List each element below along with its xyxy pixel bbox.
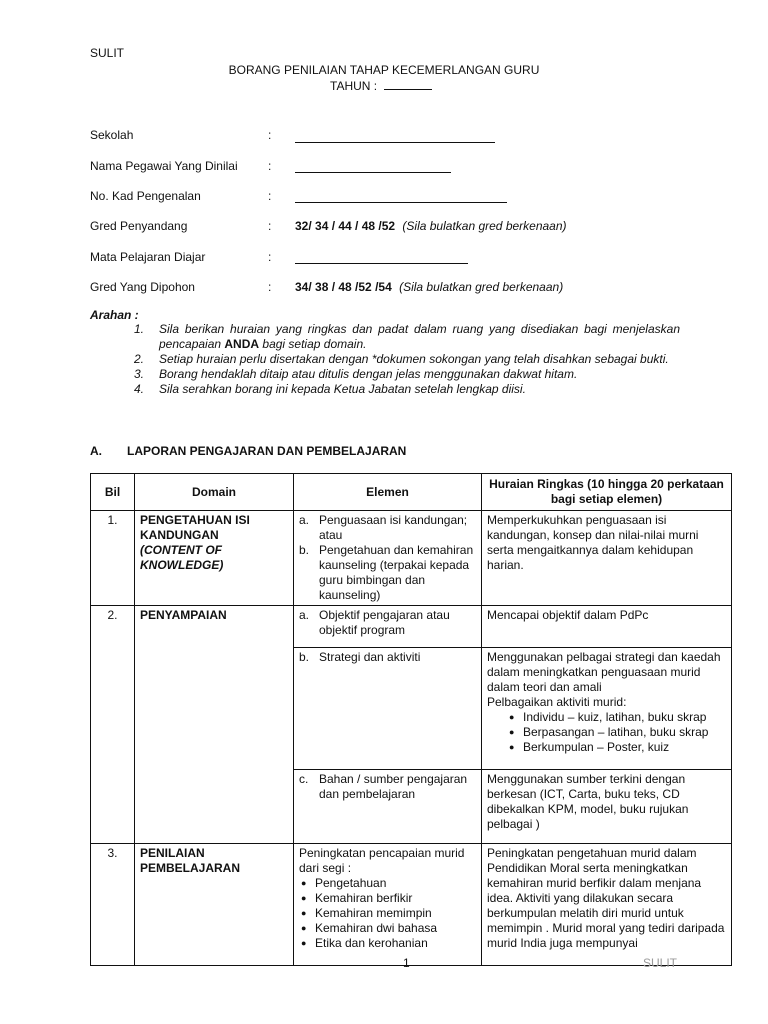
domain-subtitle: (CONTENT OF KNOWLEDGE) (140, 543, 224, 572)
criteria-list (299, 876, 476, 951)
instructions-heading: Arahan : (90, 308, 139, 322)
gred-penyandang-note: (Sila bulatkan gred berkenaan) (402, 219, 567, 233)
list-item: ● Etika dan kerohanian (315, 936, 476, 951)
instruction-item (90, 352, 680, 367)
row-elemen (294, 606, 482, 648)
header-bil: Bil (91, 474, 135, 511)
instructions (90, 308, 680, 397)
field-label-mata-pelajaran: Mata Pelajaran Diajar (90, 250, 206, 264)
instruction-text: Borang hendaklah ditaip atau ditulis dengan jelas menggunakan dakwat hitam. (159, 367, 578, 381)
table-header-row (91, 474, 732, 511)
row-bil: 3. (91, 844, 135, 966)
section-title: LAPORAN PENGAJARAN DAN PEMBELAJARAN (127, 444, 407, 458)
kad-blank[interactable] (295, 188, 507, 203)
element-item: b. Strategi dan aktiviti (299, 650, 421, 664)
field-label-gred-penyandang: Gred Penyandang (90, 219, 188, 233)
table-row (91, 511, 732, 606)
row-bil: 1. (91, 511, 135, 606)
sekolah-blank[interactable] (295, 128, 495, 143)
row-huraian[interactable]: Memperkukuhkan penguasaan isi kandungan, konsep dan nilai-nilai murni serta mengaitkannya dalam kehidupan harian. (482, 511, 732, 606)
footer-sulit: SULIT (643, 956, 678, 970)
header-sulit: SULIT (90, 46, 125, 60)
element-item: a. Penguasaan isi kandungan; atau (299, 513, 468, 542)
header-huraian: Huraian Ringkas (10 hingga 20 perkataan bagi setiap elemen) (482, 474, 732, 511)
instruction-item (90, 367, 680, 382)
domain-title: PENGETAHUAN ISI KANDUNGAN (140, 513, 250, 542)
field-label-nama: Nama Pegawai Yang Dinilai (90, 159, 238, 173)
field-colon: : (268, 189, 272, 203)
row-bil: 2. (91, 606, 135, 844)
row-elemen (294, 511, 482, 606)
instruction-number: 1. (133, 322, 144, 336)
row-domain (135, 511, 294, 606)
instruction-text: Sila berikan huraian yang ringkas dan padat dalam ruang yang disediakan bagi menjelaskan pencapaian ANDA bagi setiap domain. (159, 322, 680, 351)
list-item: ● Kemahiran berfikir (315, 891, 476, 906)
instruction-text: Sila serahkan borang ini kepada Ketua Jabatan setelah lengkap diisi. (159, 382, 526, 396)
field-label-sekolah: Sekolah (90, 128, 134, 142)
list-item: ● Berkumpulan – Poster, kuiz (523, 740, 726, 755)
year-blank[interactable] (384, 89, 432, 90)
field-label-kad: No. Kad Pengenalan (90, 189, 201, 203)
year-line (330, 79, 432, 93)
field-colon: : (268, 280, 272, 294)
gred-penyandang-line (295, 219, 567, 233)
field-colon: : (268, 219, 272, 233)
header-domain: Domain (135, 474, 294, 511)
nama-blank[interactable] (295, 158, 451, 173)
instruction-emphasis: ANDA (224, 337, 260, 351)
instruction-number: 4. (133, 382, 144, 396)
laporan-table (90, 473, 732, 966)
activity-list (487, 710, 726, 755)
mata-pelajaran-blank[interactable] (295, 249, 468, 264)
table-row (91, 844, 732, 966)
instruction-item (90, 322, 680, 352)
element-item: b. Pengetahuan dan kemahiran kaunseling (terpakai kepada guru bimbingan dan kaunseling) (299, 543, 474, 602)
list-item: ● Berpasangan – latihan, buku skrap (523, 725, 726, 740)
field-colon: : (268, 250, 272, 264)
field-label-gred-dipohon: Gred Yang Dipohon (90, 280, 195, 294)
list-item: ● Kemahiran memimpin (315, 906, 476, 921)
element-item: a. Objektif pengajaran atau objektif program (299, 608, 450, 637)
list-item: ● Pengetahuan (315, 876, 476, 891)
gred-penyandang-options[interactable]: 32/ 34 / 44 / 48 /52 (295, 219, 396, 233)
form-title: BORANG PENILAIAN TAHAP KECEMERLANGAN GURU (228, 63, 540, 77)
row-elemen (294, 648, 482, 770)
row-elemen: Peningkatan pencapaian murid dari segi : ● Pengetahuan ● Kemahiran berfikir ● Kemahiran memimpin ● Kemahiran dwi bahasa ● Etika dan kerohanian (294, 844, 482, 966)
instruction-item (90, 382, 680, 397)
list-item: ● Individu – kuiz, latihan, buku skrap (523, 710, 726, 725)
instruction-number: 2. (133, 352, 144, 366)
row-domain: PENILAIAN PEMBELAJARAN (135, 844, 294, 966)
table-row (91, 606, 732, 648)
gred-dipohon-options[interactable]: 34/ 38 / 48 /52 /54 (295, 280, 392, 294)
field-colon: : (268, 128, 272, 142)
row-huraian[interactable]: Mencapai objektif dalam PdPc (482, 606, 732, 648)
instruction-text: Setiap huraian perlu disertakan dengan *dokumen sokongan yang telah disahkan sebagai bukti. (159, 352, 669, 366)
row-huraian[interactable]: Menggunakan pelbagai strategi dan kaedah dalam meningkatkan penguasaan murid dalam teori dan amali Pelbagaikan aktiviti murid: ● Individu – kuiz, latihan, buku skrap ● Berpasangan – latihan, buku skrap ● Berkumpulan – Poster, kuiz (482, 648, 732, 770)
element-item: c. Bahan / sumber pengajaran dan pembelajaran (299, 772, 468, 801)
row-huraian[interactable]: Menggunakan sumber terkini dengan berkesan (ICT, Carta, buku teks, CD dibekalkan KPM, model, buku rujukan pelbagai ) (482, 770, 732, 844)
row-domain: PENYAMPAIAN (135, 606, 294, 844)
header-elemen: Elemen (294, 474, 482, 511)
year-label: TAHUN : (330, 79, 378, 93)
gred-dipohon-note: (Sila bulatkan gred berkenaan) (399, 280, 564, 294)
section-letter: A. (90, 444, 102, 458)
page-number: 1 (403, 956, 410, 970)
list-item: ● Kemahiran dwi bahasa (315, 921, 476, 936)
field-colon: : (268, 159, 272, 173)
row-elemen (294, 770, 482, 844)
instruction-number: 3. (133, 367, 144, 381)
gred-dipohon-line (295, 280, 563, 294)
row-huraian[interactable]: Peningkatan pengetahuan murid dalam Pendidikan Moral serta meningkatkan kemahiran murid berfikir dalam menjana idea. Aktiviti yang dilakukan secara berkumpulan melatih diri murid untuk memimpin . Murid moral yang tediri daripada murid India juga mempunyai (482, 844, 732, 966)
